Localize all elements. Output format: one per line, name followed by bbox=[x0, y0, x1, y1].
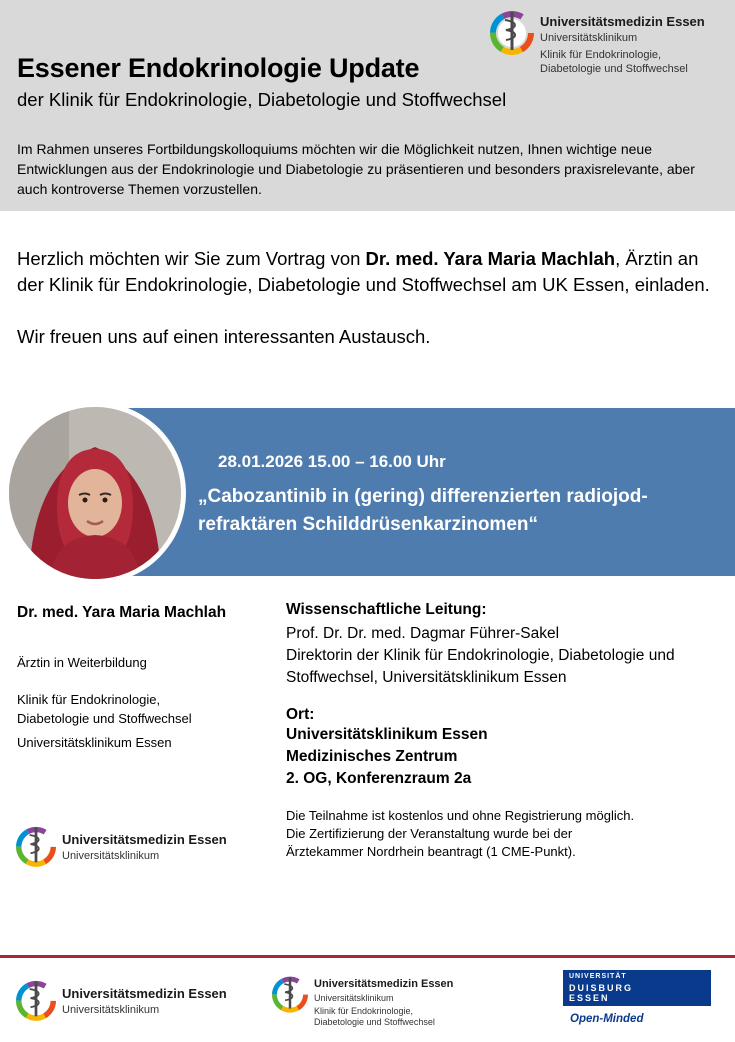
invitation-closing: Wir freuen uns auf einen interessanten Austausch. bbox=[17, 326, 431, 347]
invitation-before: Herzlich möchten wir Sie zum Vortrag von bbox=[17, 248, 366, 269]
ude-logo-mid: DUISBURG bbox=[569, 983, 634, 993]
location-line1: Universitätsklinikum Essen bbox=[286, 726, 488, 743]
header-logo-line1: Universitätsklinikum bbox=[540, 32, 638, 44]
speaker-photo bbox=[9, 407, 181, 579]
ude-logo bbox=[563, 970, 711, 1006]
lead-position: Direktorin der Klinik für Endokrinologie, Diabetologie und Stoffwechsel, Universitätsklinikum Essen bbox=[286, 647, 675, 686]
note-line3: Ärztekammer Nordrhein beantragt (1 CME-Punkt). bbox=[286, 844, 576, 859]
ude-logo-top: UNIVERSITÄT bbox=[569, 973, 627, 980]
footer-logo2-clinic2: Diabetologie und Stoffwechsel bbox=[314, 1017, 435, 1027]
location-line3: 2. OG, Konferenzraum 2a bbox=[286, 770, 472, 787]
ude-logo-bot: ESSEN bbox=[569, 993, 610, 1003]
header-logo-line3: Diabetologie und Stoffwechsel bbox=[540, 63, 688, 75]
ume-emblem-icon bbox=[272, 972, 308, 1014]
page-subtitle: der Klinik für Endokrinologie, Diabetologie und Stoffwechsel bbox=[17, 89, 507, 110]
page-title: Essener Endokrinologie Update bbox=[17, 53, 420, 83]
invitation-text bbox=[17, 246, 717, 298]
footer-logo2-clinic1: Klinik für Endokrinologie, bbox=[314, 1006, 414, 1016]
talk-title: „Cabozantinib in (gering) differenzierten radiojod-refraktären Schilddrüsenkarzinomen“ bbox=[198, 486, 648, 535]
header-logo bbox=[490, 6, 730, 78]
lead-text bbox=[286, 623, 726, 689]
footer-logo-clinic bbox=[272, 972, 492, 1032]
intro-text: Im Rahmen unseres Fortbildungskolloquiums möchten wir die Möglichkeit nutzen, Ihnen wichtige neue Entwicklungen aus der Endokrinologie und Diabetologie zu präsentieren und besonders praxisrelevante, aber auch kontroverse Themen vorzustellen. bbox=[17, 141, 695, 197]
mid-logo-sub: Universitätsklinikum bbox=[62, 850, 160, 862]
participation-note bbox=[286, 807, 726, 861]
header-logo-name: Universitätsmedizin Essen bbox=[540, 14, 705, 29]
note-line2: Die Zertifizierung der Veranstaltung wurde bei der bbox=[286, 826, 573, 841]
ume-emblem-icon bbox=[16, 822, 56, 868]
footer-logo-ume bbox=[16, 976, 246, 1024]
invitation-after: , Ärztin an der Klinik für Endokrinologie, Diabetologie und Stoffwechsel am UK Essen, einladen. bbox=[17, 248, 710, 295]
note-line1: Die Teilnahme ist kostenlos und ohne Registrierung möglich. bbox=[286, 808, 635, 823]
ude-tagline: Open-Minded bbox=[570, 1013, 644, 1025]
location-text bbox=[286, 724, 488, 790]
speaker-clinic-line2: Diabetologie und Stoffwechsel bbox=[17, 711, 192, 726]
speaker-name: Dr. med. Yara Maria Machlah bbox=[17, 604, 227, 621]
mid-logo bbox=[16, 822, 246, 870]
header-section bbox=[0, 0, 735, 211]
speaker-clinic bbox=[17, 690, 192, 728]
speaker-role: Ärztin in Weiterbildung bbox=[17, 655, 147, 670]
location-label: Ort: bbox=[286, 706, 315, 723]
event-datetime: 28.01.2026 15.00 – 16.00 Uhr bbox=[218, 452, 446, 471]
footer-divider bbox=[0, 955, 735, 958]
speaker-university: Universitätsklinikum Essen bbox=[17, 735, 172, 750]
footer-logo1-sub: Universitätsklinikum bbox=[62, 1004, 160, 1016]
location-line2: Medizinisches Zentrum bbox=[286, 748, 458, 765]
invitation-speaker: Dr. med. Yara Maria Machlah bbox=[365, 248, 616, 269]
header-logo-line2: Klinik für Endokrinologie, bbox=[540, 49, 662, 61]
footer-logo2-name: Universitätsmedizin Essen bbox=[314, 978, 454, 990]
ume-emblem-icon bbox=[490, 6, 534, 56]
lead-label: Wissenschaftliche Leitung: bbox=[286, 601, 487, 618]
footer-logo2-sub: Universitätsklinikum bbox=[314, 993, 394, 1003]
mid-logo-name: Universitätsmedizin Essen bbox=[62, 832, 227, 847]
lead-name: Prof. Dr. Dr. med. Dagmar Führer-Sakel bbox=[286, 625, 560, 642]
speaker-clinic-line1: Klinik für Endokrinologie, bbox=[17, 692, 161, 707]
footer-logo1-name: Universitätsmedizin Essen bbox=[62, 986, 227, 1001]
ume-emblem-icon bbox=[16, 976, 56, 1022]
